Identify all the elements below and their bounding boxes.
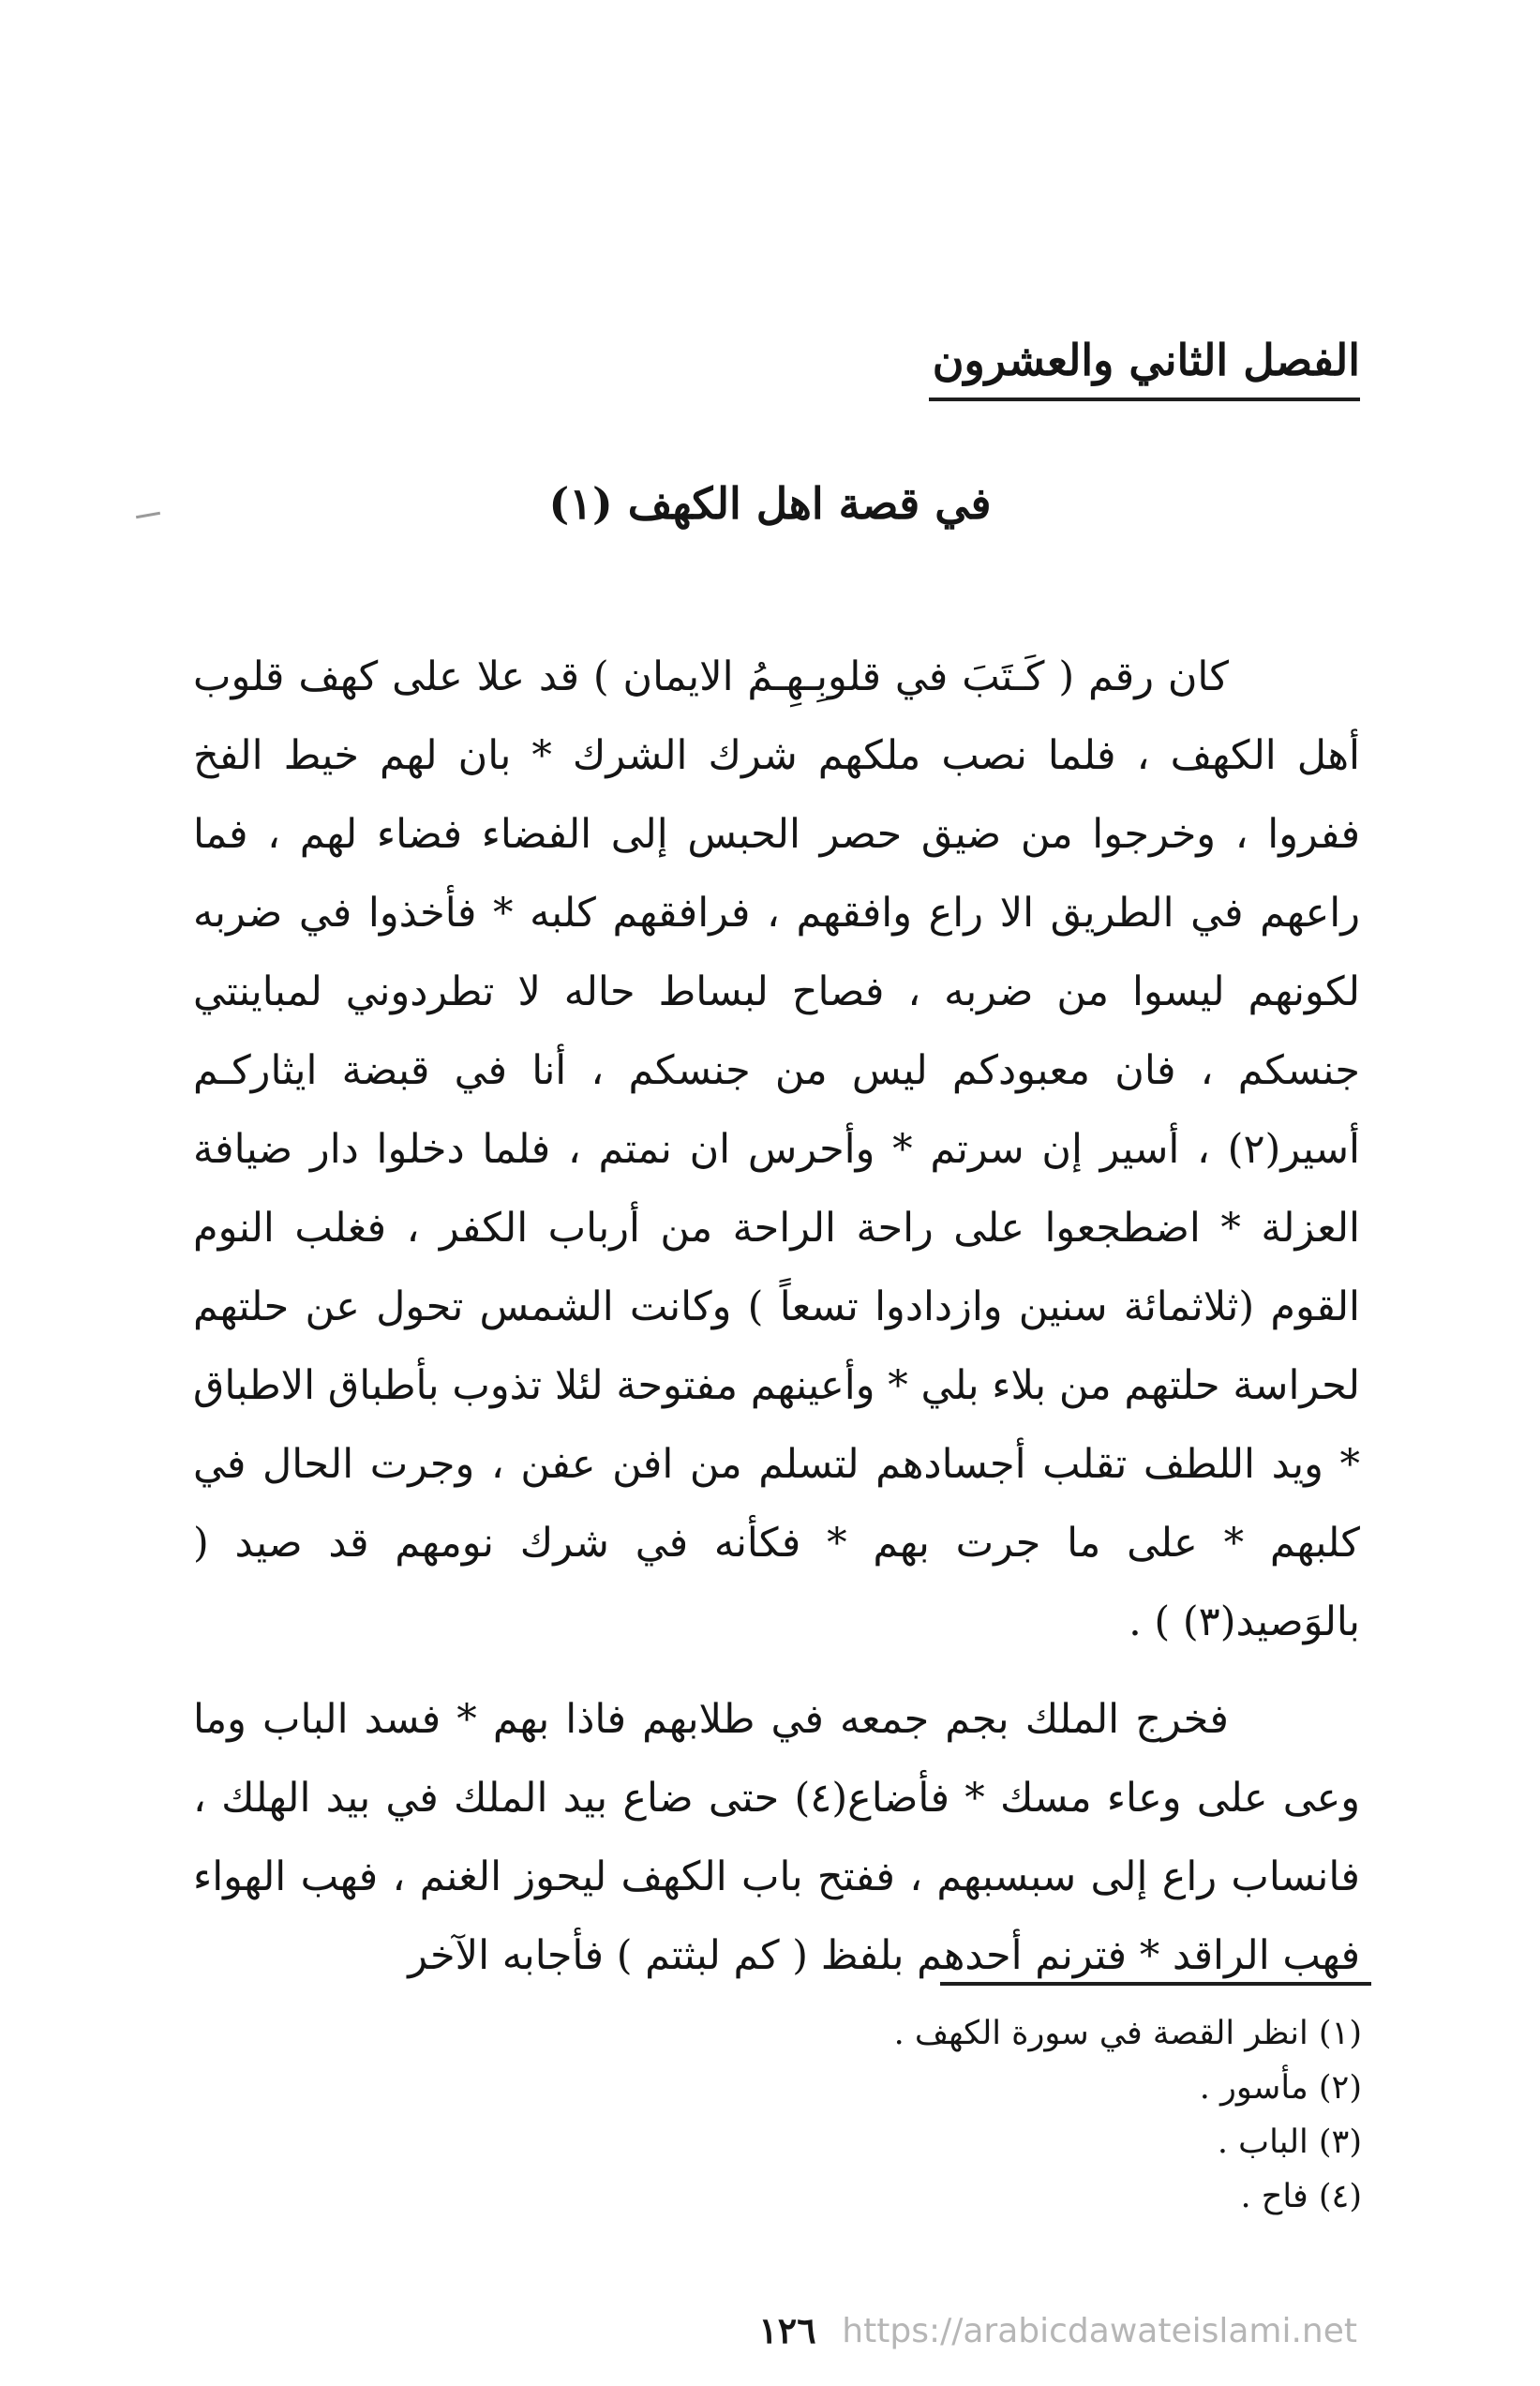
footnote-item: (٤) فاح . [1240, 2178, 1362, 2215]
section-title: في قصة اهل الكهف (١) [548, 478, 992, 529]
footnote-separator [940, 1982, 1371, 1986]
watermark-url: https://arabicdawateislami.net [842, 2312, 1357, 2350]
body-paragraph: فخرج الملك بجم جمعه في طلابهم فاذا بهم * فسد الباب وما وعى على وعاء مسك * فأضاع(٤) حتى ضاع بيد الملك في بيد الهلك ، فانساب راع إلى سبسبهم ، ففتح باب الكهف ليحوز الغنم ، فهب الهواء فهب الراقد * فترنم أحدهم بلفظ ( كم لبثتم ) فأجابه الآخر [193, 1696, 1360, 1979]
page-number: ١٢٦ [758, 2309, 816, 2351]
footnote-item: (١) انظر القصة في سورة الكهف . [893, 2015, 1362, 2052]
footnote-item: (٢) مأسور . [1199, 2069, 1362, 2107]
body-paragraph: كان رقم ( كَـتَبَ في قلوبِـهِـمُ الايمان ) قد علا على كهف قلوب أهل الكهف ، فلما نصب ملكهم شرك الشرك * بان لهم خيط الفخ ففروا ، وخرجوا من ضيق حصر الحبس إلى الفضاء فضاء لهم ، فما راعهم في الطريق الا راع وافقهم ، فرافقهم كلبه * فأخذوا في ضربه لكونهم ليسوا من ضربه ، فصاح لبساط حاله لا تطردوني لمباينتي جنسكم ، فان معبودكم ليس من جنسكم ، أنا في قبضة ايثاركـم أسير(٢) ، أسير إن سرتم * وأحرس ان نمتم ، فلما دخلوا دار ضيافة العزلة * اضطجعوا على راحة الراحة من أرباب الكفر ، فغلب النوم القوم (ثلاثمائة سنين وازدادوا تسعاً ) وكانت الشمس تحول عن حلتهم لحراسة حلتهم من بلاء بلي * وأعينهم مفتوحة لئلا تذوب بأطباق الاطباق * ويد اللطف تقلب أجسادهم لتسلم من افن عفن ، وجرت الحال في كلبهم * على ما جرت بهم * فكأنه في شرك نومهم قد صيد ( بالوَصيد(٣) ) . [193, 653, 1360, 1645]
footnotes-list [706, 2006, 1362, 2224]
main-text [193, 638, 1360, 1995]
chapter-heading: الفصل الثاني والعشرون [932, 335, 1360, 385]
chapter-heading-underline [929, 398, 1360, 401]
footnote-item: (٣) الباب . [1217, 2123, 1362, 2161]
